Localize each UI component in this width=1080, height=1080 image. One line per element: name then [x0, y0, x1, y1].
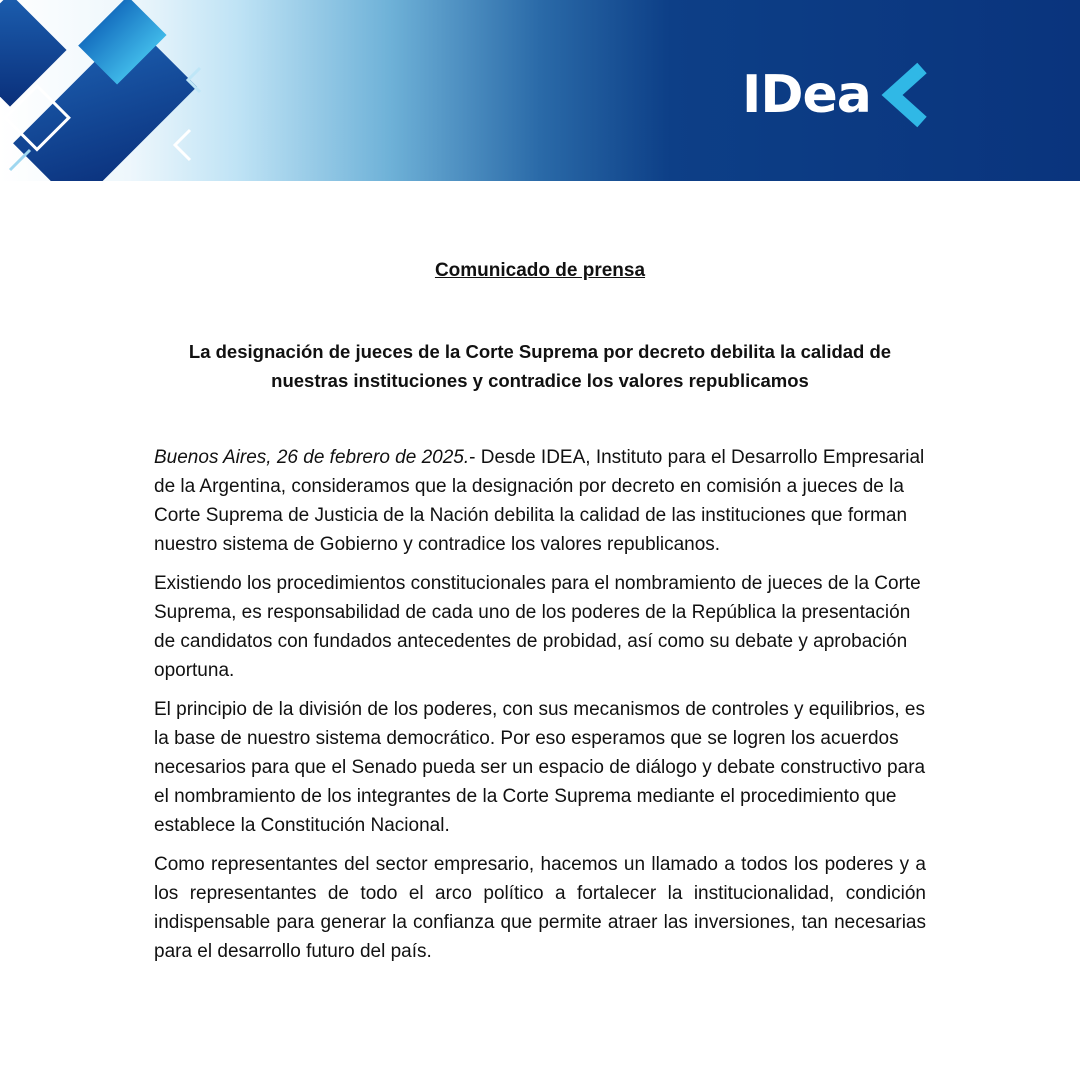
decorative-chevrons-graphic: [0, 0, 260, 181]
paragraph-4: Como representantes del sector empresario, hacemos un llamado a todos los poderes y a los representantes de todo el arco político a fortalecer la institucionalidad, condición indispensable para generar la confianza que permite atraer las inversiones, tan necesarias para el desarrollo futuro del país.: [154, 854, 926, 962]
idea-logo: [742, 62, 932, 128]
headline-line-2: nuestras instituciones y contradice los valores republicamos: [271, 370, 809, 391]
chevron-left-icon: [872, 62, 932, 128]
headline: [154, 337, 926, 395]
logo-wordmark: IDea: [742, 65, 871, 125]
paragraph-1-text: - Desde IDEA, Instituto para el Desarrollo Empresarial de la Argentina, consideramos que la designación por decreto en comisión a jueces de la Corte Suprema de Justicia de la Nación debilita la calidad de las instituciones que forman nuestro sistema de Gobierno y contradice los valores republicanos.: [154, 447, 925, 555]
paragraph-3: El principio de la división de los poderes, con sus mecanismos de controles y equilibrios, es la base de nuestro sistema democrático. Por eso esperamos que se logren los acuerdos necesarios para que el Senado pueda ser un espacio de diálogo y debate constructivo para el nombramiento de los integrantes de la Corte Suprema mediante el procedimiento que establece la Constitución Nacional.: [154, 699, 926, 836]
paragraph-1: [154, 443, 926, 559]
document-type-title: Comunicado de prensa: [434, 260, 646, 281]
body-text: [154, 443, 926, 966]
header-banner: [0, 0, 1080, 181]
dateline: Buenos Aires, 26 de febrero de 2025.: [154, 447, 470, 468]
press-release: [154, 255, 926, 976]
paragraph-2: Existiendo los procedimientos constitucionales para el nombramiento de jueces de la Corte Suprema, es responsabilidad de cada uno de los poderes de la República la presentación de candidatos con fundados antecedentes de probidad, así como su debate y aprobación oportuna.: [154, 573, 921, 681]
headline-line-1: La designación de jueces de la Corte Suprema por decreto debilita la calidad de: [188, 341, 892, 362]
